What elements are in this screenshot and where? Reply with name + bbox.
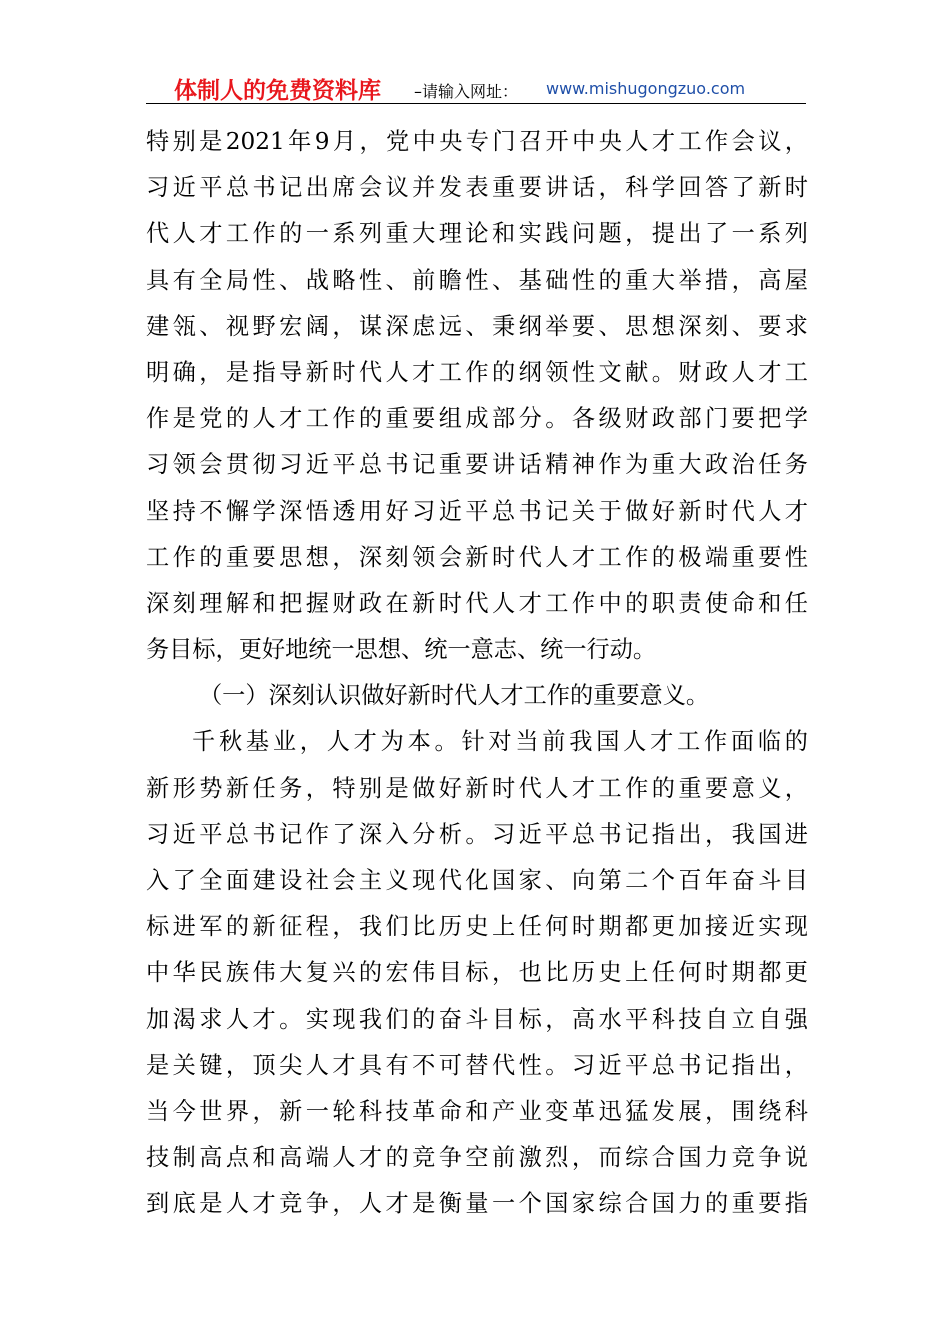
section-heading: （一）深刻认识做好新时代人才工作的重要意义。 [199, 682, 710, 710]
text-line: 新形势新任务，特别是做好新时代人才工作的重要意义， [146, 774, 808, 802]
text-line: 当今世界，新一轮科技革命和产业变革迅猛发展，围绕科 [146, 1097, 808, 1125]
page-header [146, 70, 806, 104]
text-line: 标进军的新征程，我们比历史上任何时期都更加接近实现 [146, 913, 808, 941]
text-line: 务目标，更好地统一思想、统一意志、统一行动。 [146, 636, 657, 664]
text-line: 明确，是指导新时代人才工作的纲领性文献。财政人才工 [146, 358, 808, 386]
text-line: 习近平总书记作了深入分析。习近平总书记指出，我国进 [146, 820, 808, 848]
text-line: 千秋基业，人才为本。针对当前我国人才工作面临的 [192, 728, 808, 756]
text-line: 中华民族伟大复兴的宏伟目标，也比历史上任何时期都更 [146, 959, 808, 987]
text-line: 习领会贯彻习近平总书记重要讲话精神作为重大政治任务 [146, 451, 808, 479]
text-line: 工作的重要思想，深刻领会新时代人才工作的极端重要性 [146, 543, 808, 571]
website-url[interactable]: www.mishugongzuo.com [546, 79, 746, 98]
text-line: 习近平总书记出席会议并发表重要讲话，科学回答了新时 [146, 174, 808, 202]
document-body [146, 119, 808, 1228]
text-line: 建瓴、视野宏阔，谋深虑远、秉纲举要、思想深刻、要求 [146, 312, 808, 340]
header-divider [146, 103, 806, 104]
text-line: 深刻理解和把握财政在新时代人才工作中的职责使命和任 [146, 589, 808, 617]
text-line: 入了全面建设社会主义现代化国家、向第二个百年奋斗目 [146, 867, 808, 894]
text-line: 技制高点和高端人才的竞争空前激烈，而综合国力竞争说 [146, 1144, 808, 1172]
text-line: 坚持不懈学深悟透用好习近平总书记关于做好新时代人才 [146, 497, 808, 525]
text-line: 代人才工作的一系列重大理论和实践问题，提出了一系列 [146, 220, 808, 248]
text-line: 作是党的人才工作的重要组成部分。各级财政部门要把学 [146, 405, 808, 433]
brand-title: 体制人的免费资料库 [174, 78, 381, 104]
url-prompt: –请输入网址： [414, 82, 519, 101]
text-line: 到底是人才竞争，人才是衡量一个国家综合国力的重要指 [146, 1190, 808, 1218]
text-line: 特别是2021年9月，党中央专门召开中央人才工作会议， [146, 128, 808, 155]
text-line: 是关键，顶尖人才具有不可替代性。习近平总书记指出， [146, 1051, 808, 1079]
text-line: 加渴求人才。实现我们的奋斗目标，高水平科技自立自强 [146, 1005, 808, 1033]
text-line: 具有全局性、战略性、前瞻性、基础性的重大举措，高屋 [146, 266, 808, 294]
